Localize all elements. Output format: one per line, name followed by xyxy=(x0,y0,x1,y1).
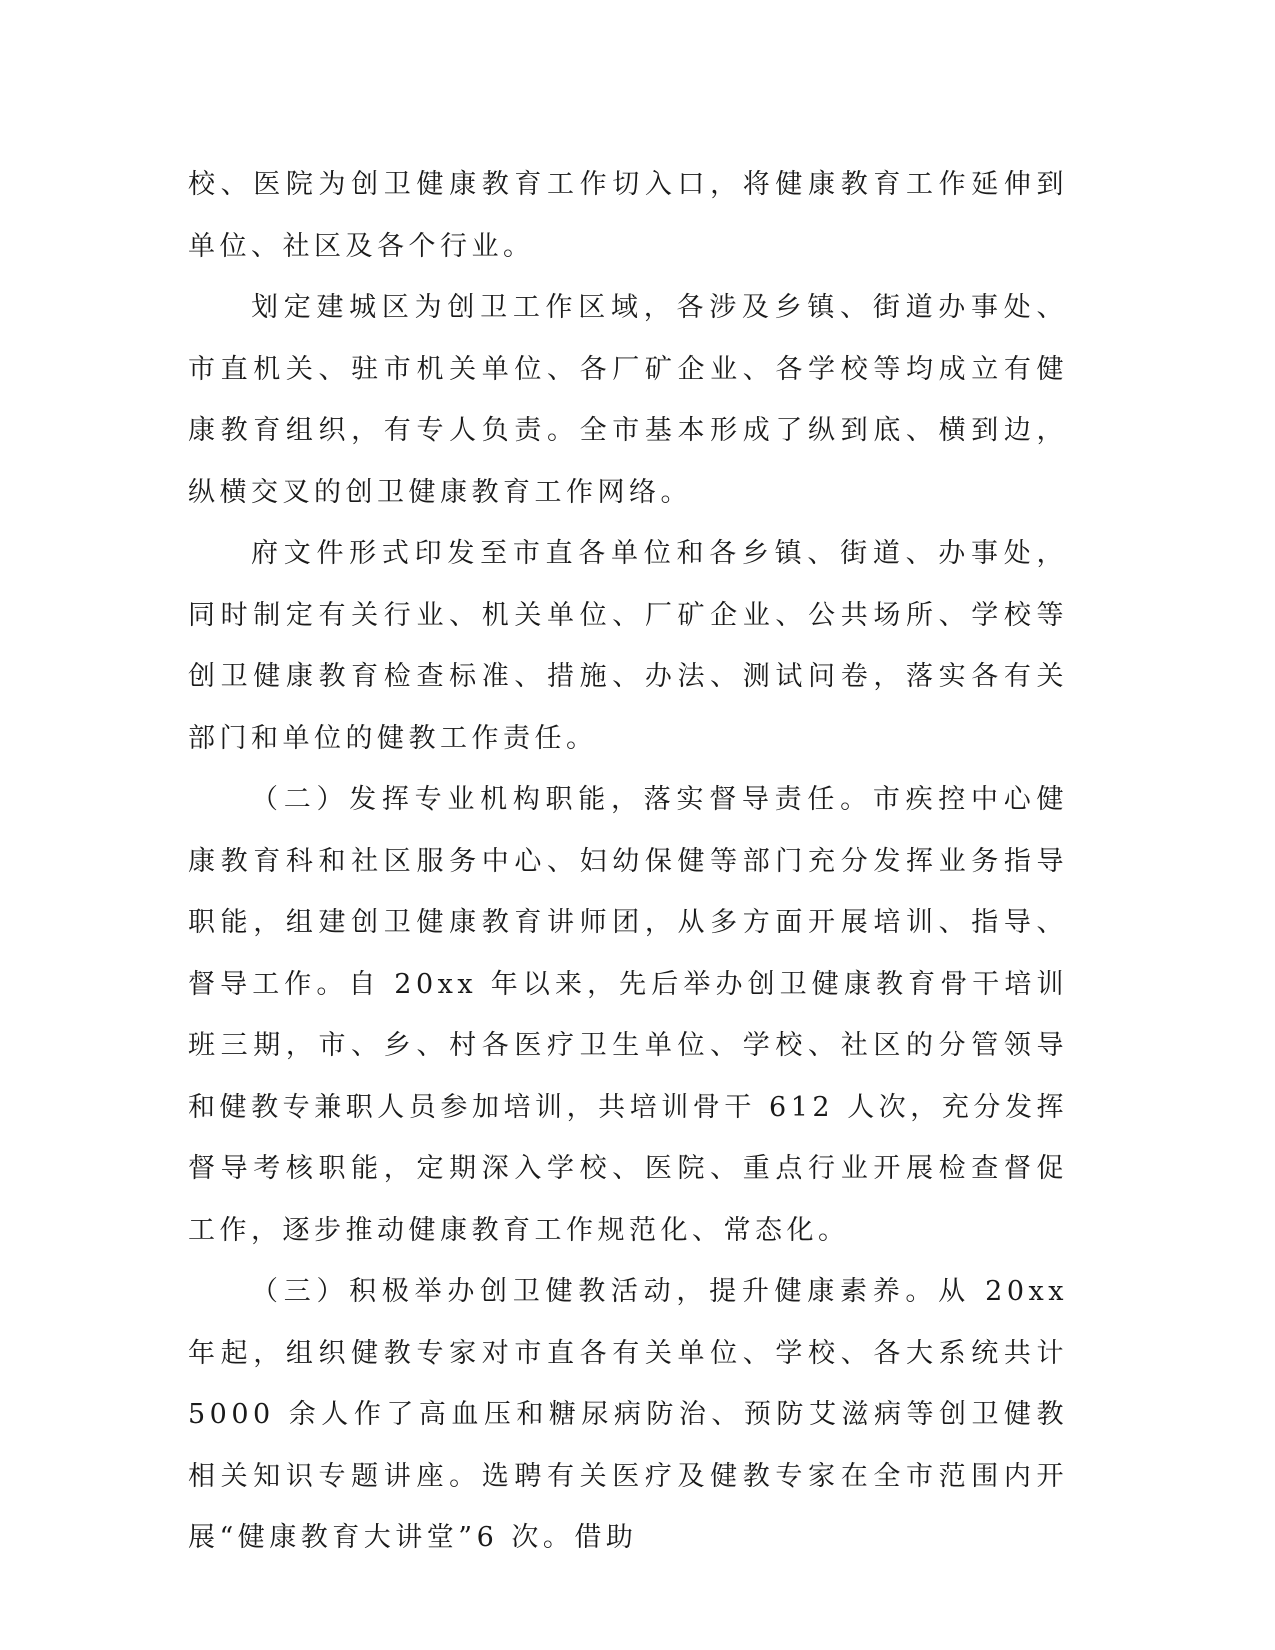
paragraph-3: 府文件形式印发至市直各单位和各乡镇、街道、办事处，同时制定有关行业、机关单位、厂矿企业、公共场所、学校等创卫健康教育检查标准、措施、办法、测试问卷，落实各有关部门和单位的健教工作责任。 xyxy=(188,538,1068,754)
paragraph-2: 划定建城区为创卫工作区域，各涉及乡镇、街道办事处、市直机关、驻市机关单位、各厂矿企业、各学校等均成立有健康教育组织，有专人负责。全市基本形成了纵到底、横到边，纵横交叉的创卫健康教育工作网络。 xyxy=(188,292,1068,508)
paragraph-5: （三）积极举办创卫健教活动，提升健康素养。从 20xx 年起，组织健教专家对市直各有关单位、学校、各大系统共计 5000 余人作了高血压和糖尿病防治、预防艾滋病等创卫健教相关知识专题讲座。选聘有关医疗及健教专家在全市范围内开展“健康教育大讲堂”6 次。借助 xyxy=(188,1276,1068,1553)
document-body xyxy=(188,154,1068,1569)
paragraph-4: （二）发挥专业机构职能，落实督导责任。市疾控中心健康教育科和社区服务中心、妇幼保健等部门充分发挥业务指导职能，组建创卫健康教育讲师团，从多方面开展培训、指导、督导工作。自 20xx 年以来，先后举办创卫健康教育骨干培训班三期，市、乡、村各医疗卫生单位、学校、社区的分管领导和健教专兼职人员参加培训，共培训骨干 612 人次，充分发挥督导考核职能，定期深入学校、医院、重点行业开展检查督促工作，逐步推动健康教育工作规范化、常态化。 xyxy=(188,784,1068,1246)
paragraph-1: 校、医院为创卫健康教育工作切入口，将健康教育工作延伸到单位、社区及各个行业。 xyxy=(188,169,1068,262)
